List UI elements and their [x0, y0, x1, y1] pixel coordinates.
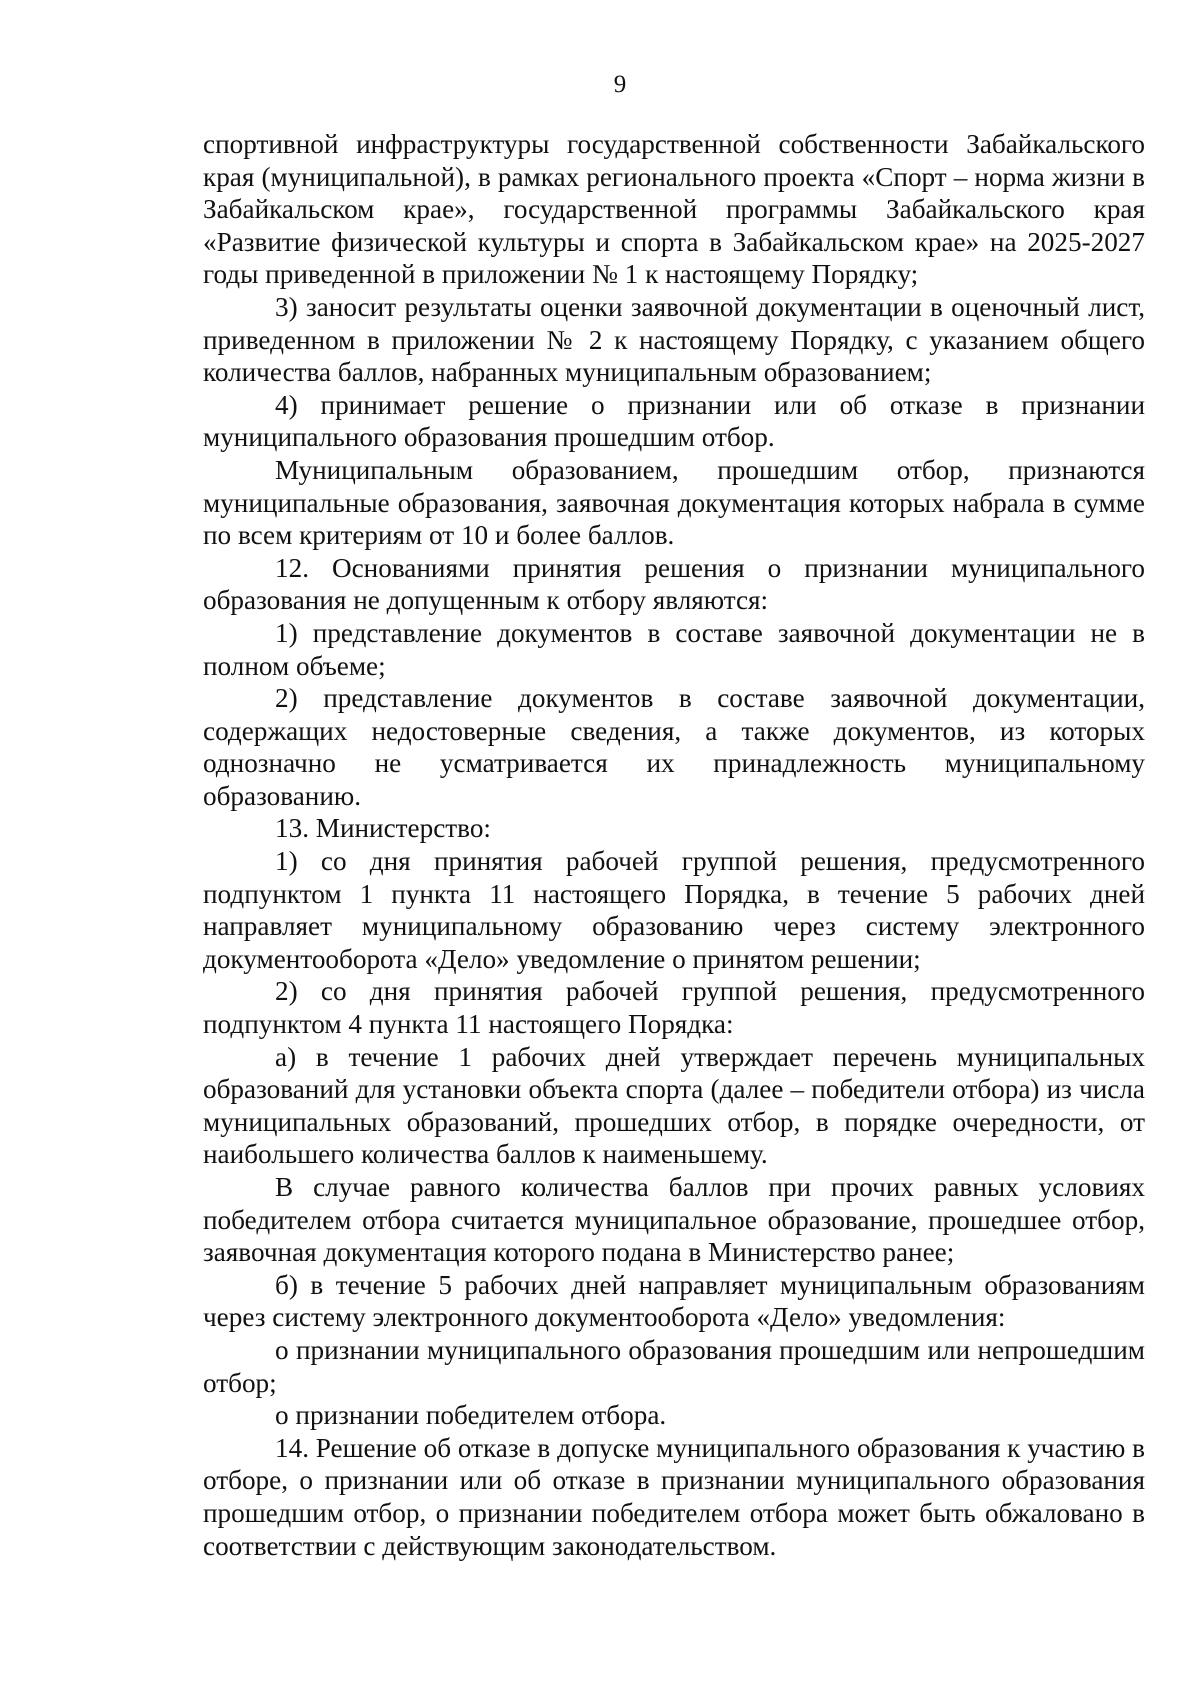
paragraph: 13. Министерство: [275, 813, 491, 844]
paragraph: 12. Основаниями принятия решения о признании муниципального образования не допущенным к отбору являются: [203, 552, 1145, 616]
paragraph: о признании победителем отбора. [275, 1400, 667, 1431]
paragraph: б) в течение 5 рабочих дней направляет муниципальным образованиям через систему электронного документооборота «Дело» уведомления: [203, 1269, 1145, 1333]
paragraph: 1) представление документов в составе заявочной документации не в полном объеме; [203, 617, 1145, 681]
document-body [203, 128, 1145, 1562]
paragraph: 2) представление документов в составе заявочной документации, содержащих недостоверные сведения, а также документов, из которых однозначно не усматривается их принадлежность муниципальному образованию. [203, 683, 1145, 811]
paragraph: Муниципальным образованием, прошедшим отбор, признаются муниципальные образования, заявочная документация которых набрала в сумме по всем критериям от 10 и более баллов. [203, 454, 1145, 551]
paragraph: а) в течение 1 рабочих дней утверждает перечень муниципальных образований для установки объекта спорта (далее – победители отбора) из числа муниципальных образований, прошедших отбор, в порядке очередности, от наибольшего количества баллов к наименьшему. [203, 1041, 1145, 1170]
paragraph: 14. Решение об отказе в допуске муниципального образования к участию в отборе, о признании или об отказе в признании муниципального образования прошедшим отбор, о признании победителем отбора может быть обжаловано в соответствии с действующим законодательством. [203, 1432, 1145, 1561]
paragraph: 4) принимает решение о признании или об отказе в признании муниципального образования прошедшим отбор. [203, 389, 1145, 453]
page-number: 9 [613, 71, 627, 98]
paragraph: В случае равного количества баллов при прочих равных условиях победителем отбора считается муниципальное образование, прошедшее отбор, заявочная документация которого подана в Министерство ранее; [203, 1172, 1145, 1268]
paragraph: 2) со дня принятия рабочей группой решения, предусмотренного подпунктом 4 пункта 11 настоящего Порядка: [203, 976, 1145, 1040]
paragraph: 1) со дня принятия рабочей группой решения, предусмотренного подпунктом 1 пункта 11 настоящего Порядка, в течение 5 рабочих дней направляет муниципальному образованию через систему электронного документооборота «Дело» уведомление о принятом решении; [203, 846, 1145, 974]
paragraph: спортивной инфраструктуры государственной собственности Забайкальского края (муниципальной), в рамках регионального проекта «Спорт – норма жизни в Забайкальском крае», государственной программы Забайкальского края «Развитие физической культуры и спорта в Забайкальском крае» на 2025-2027 годы приведенной в приложении № 1 к настоящему Порядку; [203, 129, 1145, 290]
paragraph: о признании муниципального образования прошедшим или непрошедшим отбор; [203, 1334, 1145, 1398]
paragraph: 3) заносит результаты оценки заявочной документации в оценочный лист, приведенном в приложении № 2 к настоящему Порядку, с указанием общего количества баллов, набранных муниципальным образованием; [203, 291, 1145, 388]
